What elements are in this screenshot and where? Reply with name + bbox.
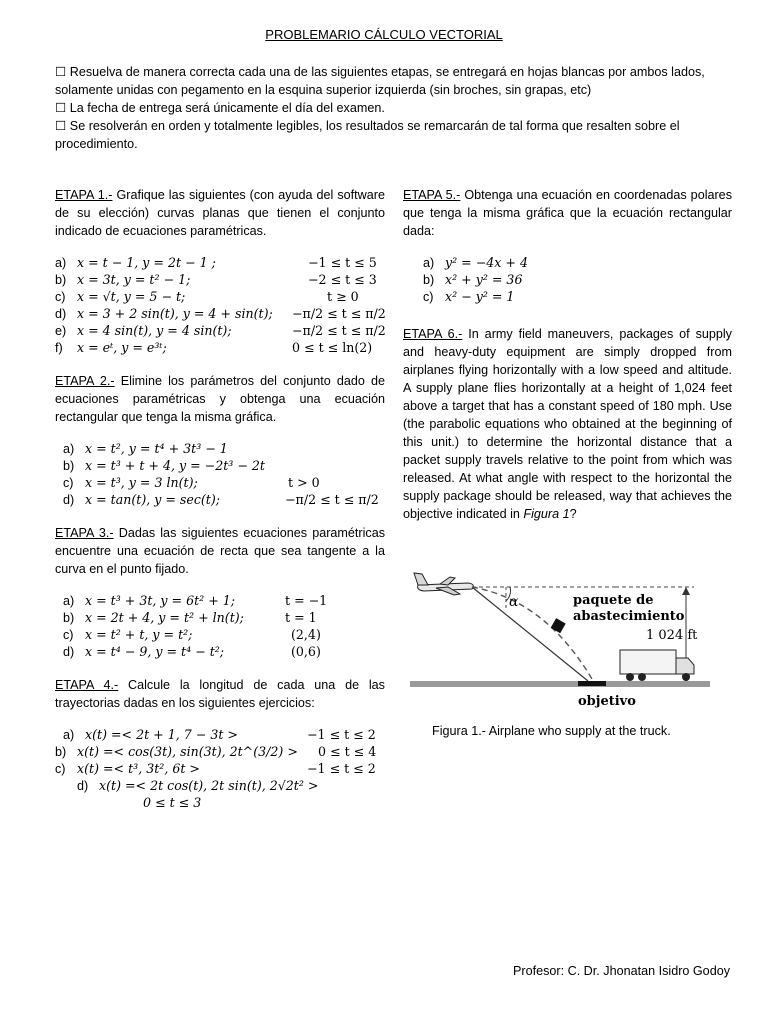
etapa6-text: In army field maneuvers, packages of supply and heavy-duty equipment are simply dropped from airplanes flying horizontally with a low speed and altitude. A supply plane flies horizontally at a height of 1,024 feet above a target that has a constant speed of 180 mph. Use (the parabolic equations who obtained at the beginning of this unit.) to determine the horizontal distance that a packet supply travels relative to the point from which was released. At what angle with respect to the horizontal the supply package should be released, way that achieves the objective indicated in bbox=[403, 327, 732, 521]
item-range: 0 ≤ t ≤ 4 bbox=[318, 744, 377, 759]
item-label: c) bbox=[55, 290, 66, 304]
item-equation: x = t³ + 3t, y = 6t² + 1; bbox=[85, 593, 236, 608]
footer-professor: Profesor: C. Dr. Jhonatan Isidro Godoy bbox=[513, 964, 730, 978]
list-item bbox=[63, 491, 385, 508]
item-label: d) bbox=[55, 307, 67, 321]
list-item bbox=[63, 643, 385, 660]
instruction-item: ☐ Se resolverán en orden y totalmente legibles, los resultados se remarcarán de tal forma que resalten sobre el procedimiento. bbox=[55, 119, 680, 151]
item-range: (2,4) bbox=[291, 627, 321, 642]
package-label-line1: paquete de bbox=[573, 593, 654, 608]
item-equation: x = t² + t, y = t²; bbox=[85, 627, 193, 642]
etapa6-statement bbox=[403, 325, 732, 523]
item-equation: y² = −4x + 4 bbox=[445, 255, 528, 270]
item-range: −1 ≤ t ≤ 5 bbox=[308, 255, 377, 270]
item-label: a) bbox=[63, 442, 75, 456]
etapa1-text: Grafique las siguientes (con ayuda del software de su elección) curvas planas que tienen el conjunto indicado de ecuaciones paramétricas. bbox=[55, 188, 385, 238]
list-item bbox=[55, 760, 385, 777]
etapa4-text: Calcule la longitud de cada una de las trayectorias dadas en los siguientes ejercicios: bbox=[55, 678, 385, 710]
item-label: c) bbox=[423, 290, 434, 304]
item-equation: x = eᵗ, y = e³ᵗ; bbox=[77, 340, 167, 355]
item-range: −π/2 ≤ t ≤ π/2 bbox=[285, 492, 379, 507]
package-label-line2: abastecimiento bbox=[573, 609, 685, 624]
etapa5-list bbox=[403, 254, 732, 305]
item-label: a) bbox=[63, 594, 75, 608]
target-marker bbox=[578, 681, 606, 686]
instruction-item: ☐ La fecha de entrega será únicamente el día del examen. bbox=[55, 101, 385, 115]
list-item bbox=[63, 440, 385, 457]
list-item bbox=[423, 254, 732, 271]
item-range: −π/2 ≤ t ≤ π/2 bbox=[292, 323, 386, 338]
item-range: 0 ≤ t ≤ ln(2) bbox=[292, 340, 373, 355]
angle-label: α bbox=[509, 594, 519, 610]
item-equation: x² + y² = 36 bbox=[445, 272, 523, 287]
list-item bbox=[63, 592, 385, 609]
item-label: b) bbox=[423, 273, 435, 287]
item-range: t ≥ 0 bbox=[327, 289, 359, 304]
item-equation: x² − y² = 1 bbox=[445, 289, 515, 304]
item-equation: x = 3t, y = t² − 1; bbox=[77, 272, 191, 287]
list-item bbox=[55, 743, 385, 760]
item-range: −2 ≤ t ≤ 3 bbox=[308, 272, 377, 287]
height-label: 1 024 ft bbox=[646, 628, 698, 643]
item-range: t > 0 bbox=[288, 475, 320, 490]
list-item bbox=[55, 305, 385, 322]
item-equation: x = t², y = t⁴ + 3t³ − 1 bbox=[85, 441, 228, 456]
list-item bbox=[55, 288, 385, 305]
item-label: c) bbox=[63, 476, 74, 490]
item-range: t = −1 bbox=[285, 593, 328, 608]
airplane-supply-figure bbox=[410, 565, 710, 717]
etapa2-list bbox=[55, 440, 385, 508]
list-item bbox=[55, 339, 385, 356]
item-label: d) bbox=[63, 645, 75, 659]
item-range: (0,6) bbox=[291, 644, 321, 659]
item-equation: x = 3 + 2 sin(t), y = 4 + sin(t); bbox=[77, 306, 273, 321]
list-item bbox=[63, 457, 385, 474]
list-item bbox=[63, 626, 385, 643]
instruction-item: ☐ Resuelva de manera correcta cada una de las siguientes etapas, se entregará en hojas blancas por ambos lados, solamente unidas con pegamento en la esquina superior izquierda (sin broches, sin grapas, etc) bbox=[55, 65, 705, 97]
item-label: b) bbox=[63, 611, 75, 625]
list-item-range-line bbox=[55, 794, 385, 811]
left-column bbox=[55, 186, 385, 811]
item-label: d) bbox=[77, 779, 89, 793]
item-label: b) bbox=[63, 459, 75, 473]
list-item bbox=[55, 322, 385, 339]
etapa5-heading: ETAPA 5.- bbox=[403, 188, 461, 202]
item-equation: x = tan(t), y = sec(t); bbox=[85, 492, 221, 507]
list-item bbox=[63, 474, 385, 491]
etapa1-statement bbox=[55, 186, 385, 240]
item-range: −1 ≤ t ≤ 2 bbox=[307, 761, 376, 776]
item-label: d) bbox=[63, 493, 75, 507]
item-range: 0 ≤ t ≤ 3 bbox=[143, 795, 202, 810]
item-label: a) bbox=[55, 256, 67, 270]
instructions bbox=[55, 63, 731, 153]
etapa3-text: Dadas las siguientes ecuaciones paramétricas encuentre una ecuación de recta que sea tangente a la curva en el punto fijado. bbox=[55, 526, 385, 576]
item-equation: x = 4 sin(t), y = 4 sin(t); bbox=[77, 323, 232, 338]
list-item bbox=[423, 288, 732, 305]
item-label: a) bbox=[63, 728, 75, 742]
item-equation: x = t³ + t + 4, y = −2t³ − 2t bbox=[85, 458, 265, 473]
etapa2-statement bbox=[55, 372, 385, 426]
etapa1-list bbox=[55, 254, 385, 356]
item-equation: x(t) =< cos(3t), sin(3t), 2t^(3/2) > bbox=[77, 744, 298, 759]
figure-reference: Figura 1 bbox=[523, 507, 570, 521]
target-label: objetivo bbox=[578, 694, 636, 709]
item-equation: x(t) =< 2t cos(t), 2t sin(t), 2√2t² > bbox=[99, 778, 319, 793]
etapa3-list bbox=[55, 592, 385, 660]
list-item bbox=[63, 609, 385, 626]
item-label: a) bbox=[423, 256, 435, 270]
list-item bbox=[55, 271, 385, 288]
etapa3-statement bbox=[55, 524, 385, 578]
etapa3-heading: ETAPA 3.- bbox=[55, 526, 114, 540]
etapa2-heading: ETAPA 2.- bbox=[55, 374, 115, 388]
item-label: c) bbox=[55, 762, 66, 776]
item-label: b) bbox=[55, 745, 67, 759]
list-item bbox=[423, 271, 732, 288]
etapa5-statement bbox=[403, 186, 732, 240]
item-equation: x = 2t + 4, y = t² + ln(t); bbox=[85, 610, 244, 625]
list-item bbox=[55, 777, 385, 794]
etapa4-heading: ETAPA 4.- bbox=[55, 678, 119, 692]
item-equation: x(t) =< 2t + 1, 7 − 3t > bbox=[85, 727, 238, 742]
item-range: −1 ≤ t ≤ 2 bbox=[307, 727, 376, 742]
item-equation: x = t⁴ − 9, y = t⁴ − t²; bbox=[85, 644, 225, 659]
list-item bbox=[55, 254, 385, 271]
item-range: t = 1 bbox=[285, 610, 317, 625]
item-equation: x(t) =< t³, 3t², 6t > bbox=[77, 761, 200, 776]
etapa5-text: Obtenga una ecuación en coordenadas polares que tenga la misma gráfica que la ecuación rectangular dada: bbox=[403, 188, 732, 238]
item-equation: x = t − 1, y = 2t − 1 ; bbox=[77, 255, 216, 270]
item-label: f) bbox=[55, 341, 63, 355]
item-equation: x = √t, y = 5 − t; bbox=[77, 289, 186, 304]
list-item bbox=[55, 726, 385, 743]
item-label: e) bbox=[55, 324, 67, 338]
etapa1-heading: ETAPA 1.- bbox=[55, 188, 113, 202]
item-equation: x = t³, y = 3 ln(t); bbox=[85, 475, 198, 490]
etapa4-list bbox=[55, 726, 385, 811]
etapa4-statement bbox=[55, 676, 385, 712]
item-range: −π/2 ≤ t ≤ π/2 bbox=[292, 306, 386, 321]
ground bbox=[410, 681, 710, 687]
figure-caption: Figura 1.- Airplane who supply at the truck. bbox=[432, 724, 671, 738]
item-label: b) bbox=[55, 273, 67, 287]
item-label: c) bbox=[63, 628, 74, 642]
right-column bbox=[403, 186, 732, 523]
etapa6-heading: ETAPA 6.- bbox=[403, 327, 463, 341]
etapa2-text: Elimine los parámetros del conjunto dado de ecuaciones paramétricas y obtenga una ecuación rectangular que tenga la misma gráfica. bbox=[55, 374, 385, 424]
etapa6-end: ? bbox=[569, 507, 577, 521]
page-title: PROBLEMARIO CÁLCULO VECTORIAL bbox=[265, 27, 503, 42]
